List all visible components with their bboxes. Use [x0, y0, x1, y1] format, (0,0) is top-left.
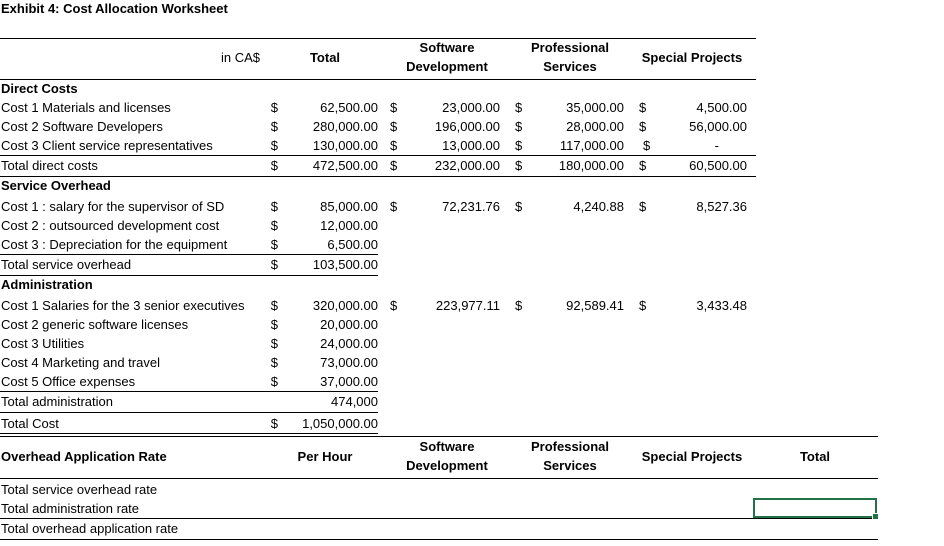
row-label: Cost 4 Marketing and travel [1, 355, 160, 370]
row-label: Total direct costs [1, 158, 98, 173]
sd-value: 232,000.00 [434, 158, 500, 173]
total-value: 320,000.00 [312, 298, 378, 313]
total-header: Total [309, 50, 341, 65]
row-label: Cost 1 Salaries for the 3 senior executives [1, 298, 245, 313]
row-label: Cost 2 Software Developers [1, 119, 163, 134]
table-row [0, 315, 760, 334]
currency-symbol: $ [270, 355, 278, 370]
header-bottom-border [0, 79, 756, 80]
row-border [0, 412, 378, 413]
sd-value: 72,231.76 [442, 199, 500, 214]
currency-symbol: $ [515, 119, 523, 134]
currency-symbol: $ [515, 199, 523, 214]
rate-ps-header-1: Professional [530, 439, 610, 454]
table-row [0, 499, 760, 518]
currency-symbol: $ [390, 119, 398, 134]
table-row [0, 392, 760, 411]
rate-header-bottom-border [0, 478, 878, 479]
rate-total-header: Total [799, 449, 831, 464]
sp-value: 8,527.36 [696, 199, 747, 214]
total-value: 20,000.00 [320, 317, 378, 332]
sp-value: 60,500.00 [689, 158, 747, 173]
sp-value: 3,433.48 [696, 298, 747, 313]
sp-value: 56,000.00 [689, 119, 747, 134]
currency-symbol: $ [270, 336, 278, 351]
software-dev-header-1: Software [419, 40, 475, 55]
currency-symbol: $ [639, 158, 647, 173]
selected-cell[interactable] [753, 498, 877, 518]
ps-value: 28,000.00 [566, 119, 624, 134]
row-label: Total administration [1, 394, 113, 409]
currency-symbol: $ [270, 257, 278, 272]
row-border [0, 539, 878, 540]
per-hour-header: Per Hour [297, 449, 353, 464]
total-value: 472,500.00 [312, 158, 378, 173]
currency-symbol: $ [515, 100, 523, 115]
section-service-overhead: Service Overhead [1, 178, 111, 193]
sp-value: - [714, 138, 719, 153]
table-row [0, 156, 760, 175]
section-administration: Administration [1, 277, 93, 292]
currency-symbol: $ [270, 100, 278, 115]
row-label: Cost 5 Office expenses [1, 374, 136, 389]
row-label: Total administration rate [1, 501, 140, 516]
currency-symbol: $ [515, 138, 523, 153]
ps-value: 180,000.00 [558, 158, 624, 173]
table-row [0, 136, 760, 155]
sd-value: 223,977.11 [435, 298, 500, 313]
total-value: 280,000.00 [312, 119, 378, 134]
software-dev-header-2: Development [406, 59, 488, 74]
total-value: 85,000.00 [320, 199, 378, 214]
header-top-border [0, 38, 756, 39]
table-row [0, 255, 760, 274]
currency-symbol: $ [390, 298, 398, 313]
row-label: Cost 1 Materials and licenses [1, 100, 171, 115]
rate-header-top-border [0, 436, 878, 437]
row-label: Total Cost [1, 416, 59, 431]
ps-value: 92,589.41 [566, 298, 624, 313]
table-row [0, 519, 760, 538]
worksheet-title: Exhibit 4: Cost Allocation Worksheet [1, 1, 228, 16]
currency-symbol: $ [270, 298, 278, 313]
ps-value: 4,240.88 [573, 199, 624, 214]
sd-value: 23,000.00 [442, 100, 500, 115]
row-border [0, 275, 378, 276]
currency-symbol: $ [270, 317, 278, 332]
total-value: 12,000.00 [320, 218, 378, 233]
table-row [0, 216, 760, 235]
rate-sd-header-2: Development [406, 458, 488, 473]
rate-sd-header-1: Software [419, 439, 475, 454]
table-row [0, 117, 760, 136]
currency-symbol: $ [639, 199, 647, 214]
table-row [0, 296, 760, 315]
currency-symbol: $ [515, 298, 523, 313]
table-row [0, 353, 760, 372]
rate-special-header: Special Projects [641, 449, 743, 464]
table-row [0, 334, 760, 353]
prof-services-header-1: Professional [530, 40, 610, 55]
table-row [0, 98, 760, 117]
currency-symbol: $ [639, 119, 647, 134]
ps-value: 35,000.00 [566, 100, 624, 115]
sd-value: 13,000.00 [442, 138, 500, 153]
section-direct-costs: Direct Costs [1, 81, 78, 96]
sd-value: 196,000.00 [434, 119, 500, 134]
total-value: 73,000.00 [320, 355, 378, 370]
row-label: Total service overhead [1, 257, 132, 272]
currency-symbol: $ [270, 237, 278, 252]
fill-handle[interactable] [872, 513, 879, 520]
total-value: 1,050,000.00 [302, 416, 378, 431]
currency-symbol: $ [390, 138, 398, 153]
currency-symbol: $ [270, 119, 278, 134]
total-value: 474,000 [331, 394, 378, 409]
currency-symbol: $ [270, 158, 278, 173]
row-label: Total service overhead rate [1, 482, 158, 497]
currency-symbol: $ [639, 298, 647, 313]
row-label: Cost 2 : outsourced development cost [1, 218, 220, 233]
currency-symbol: $ [270, 416, 278, 431]
currency-symbol: $ [270, 374, 278, 389]
total-value: 37,000.00 [320, 374, 378, 389]
table-row [0, 235, 760, 254]
currency-symbol: $ [270, 218, 278, 233]
special-projects-header: Special Projects [641, 50, 743, 65]
currency-symbol: $ [390, 199, 398, 214]
row-label: Cost 1 : salary for the supervisor of SD [1, 199, 225, 214]
currency-symbol: $ [270, 138, 278, 153]
rate-ps-header-2: Services [543, 458, 597, 473]
currency-symbol: $ [390, 158, 398, 173]
prof-services-header-2: Services [543, 59, 597, 74]
currency-symbol: $ [643, 138, 651, 153]
currency-symbol: $ [390, 100, 398, 115]
row-label: Cost 3 Client service representatives [1, 138, 213, 153]
total-value: 24,000.00 [320, 336, 378, 351]
row-label: Cost 3 : Depreciation for the equipment [1, 237, 228, 252]
row-border [0, 433, 378, 434]
table-row [0, 372, 760, 391]
table-row [0, 197, 760, 216]
row-label: Total overhead application rate [1, 521, 179, 536]
table-row [0, 414, 760, 433]
currency-header: in CA$ [220, 50, 260, 65]
table-row [0, 480, 760, 499]
total-value: 103,500.00 [312, 257, 378, 272]
total-value: 130,000.00 [312, 138, 378, 153]
currency-symbol: $ [639, 100, 647, 115]
total-value: 6,500.00 [327, 237, 378, 252]
sp-value: 4,500.00 [696, 100, 747, 115]
ps-value: 117,000.00 [559, 138, 624, 153]
row-border [0, 176, 756, 177]
rate-header-label: Overhead Application Rate [1, 449, 167, 464]
currency-symbol: $ [515, 158, 523, 173]
currency-symbol: $ [270, 199, 278, 214]
row-label: Cost 2 generic software licenses [1, 317, 189, 332]
row-label: Cost 3 Utilities [1, 336, 85, 351]
total-value: 62,500.00 [320, 100, 378, 115]
